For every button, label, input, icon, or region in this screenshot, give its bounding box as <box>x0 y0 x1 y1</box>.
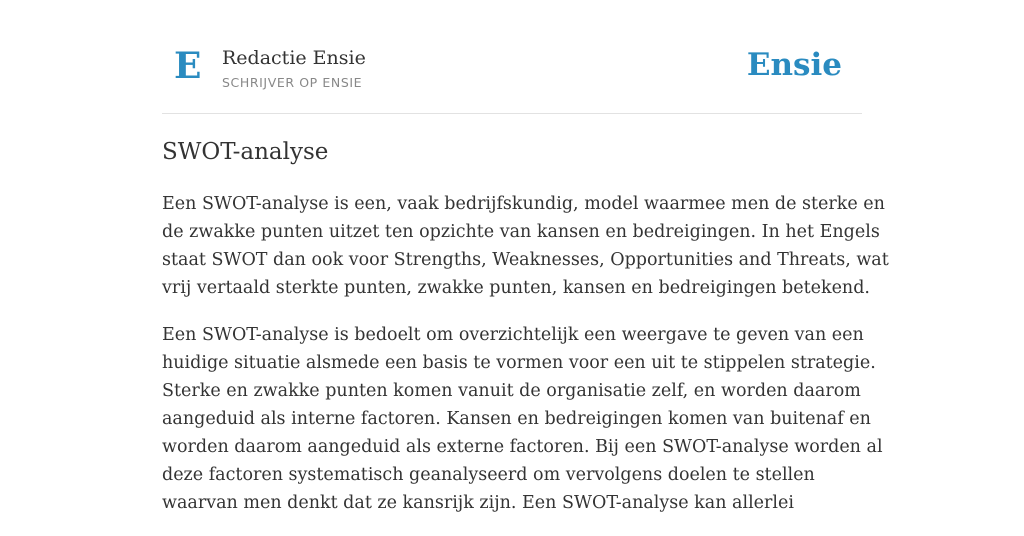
article-body <box>162 190 889 536</box>
ensie-brand-logo[interactable]: Ensie <box>746 47 842 83</box>
author-name[interactable]: Redactie Ensie <box>222 47 366 69</box>
paragraph-line: Een SWOT-analyse is bedoelt om overzichtelijk een weergave te geven van een <box>162 325 864 345</box>
ensie-e-logo-icon[interactable]: E <box>174 45 202 87</box>
paragraph-line: Sterke en zwakke punten komen vanuit de organisatie zelf, en worden daarom <box>162 381 861 401</box>
paragraph-line: worden daarom aangeduid als externe factoren. Bij een SWOT-analyse worden al <box>162 437 883 457</box>
paragraph-line: staat SWOT dan ook voor Strengths, Weaknesses, Opportunities and Threats, wat <box>162 250 889 270</box>
paragraph-line: deze factoren systematisch geanalyseerd om vervolgens doelen te stellen <box>162 465 815 485</box>
paragraph-line: de zwakke punten uitzet ten opzichte van kansen en bedreigingen. In het Engels <box>162 222 880 242</box>
paragraph-line: vrij vertaald sterkte punten, zwakke punten, kansen en bedreigingen betekend. <box>162 278 870 298</box>
paragraph-line: Een SWOT-analyse is een, vaak bedrijfskundig, model waarmee men de sterke en <box>162 194 885 214</box>
author-role: SCHRIJVER OP ENSIE <box>222 75 363 90</box>
paragraph-line: aangeduid als interne factoren. Kansen en bedreigingen komen van buitenaf en <box>162 409 871 429</box>
author-header <box>162 30 862 114</box>
paragraph-line: huidige situatie alsmede een basis te vormen voor een uit te stippelen strategie. <box>162 353 876 373</box>
paragraph-line: waarvan men denkt dat ze kansrijk zijn. Een SWOT-analyse kan allerlei <box>162 493 794 513</box>
article-paragraph <box>162 321 883 517</box>
article-title: SWOT-analyse <box>162 139 329 165</box>
article-paragraph <box>162 190 889 302</box>
